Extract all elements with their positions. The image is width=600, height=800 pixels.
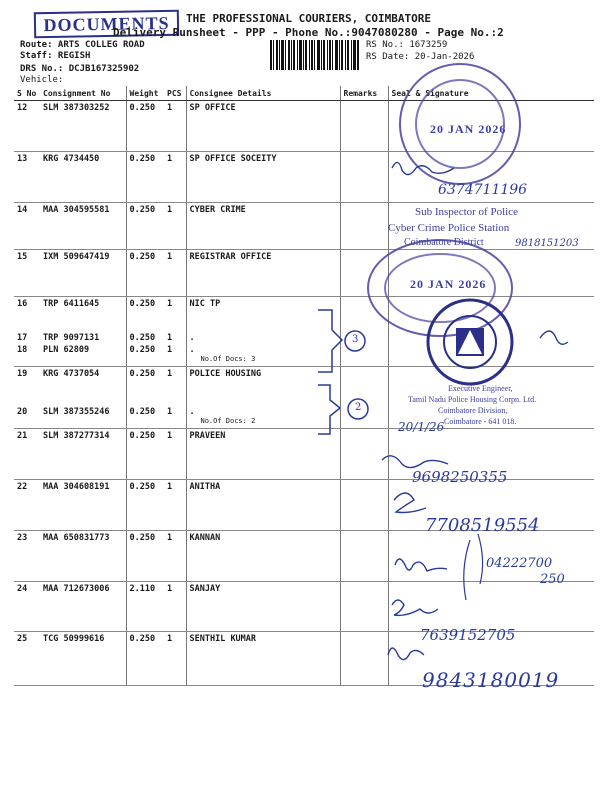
cell-sno: 12 <box>14 101 40 152</box>
nic-seal <box>428 300 512 384</box>
cell-weight: 0.250 <box>126 632 164 686</box>
cell-consignee: SENTHIL KUMAR <box>186 632 340 686</box>
cyber-stamp-line2: Cyber Crime Police Station <box>388 222 510 234</box>
cell-pcs: 1 <box>164 297 186 333</box>
cell-consignment: SLM 387303252 <box>40 101 126 152</box>
cell-consignee: SANJAY <box>186 582 340 632</box>
cell-pcs: 1 <box>164 333 186 345</box>
cell-weight: 0.250 <box>126 531 164 582</box>
cell-pcs: 1 <box>164 429 186 480</box>
cell-pcs: 1 <box>164 407 186 429</box>
consignee-text: . <box>189 344 195 355</box>
col-details: Consignee Details <box>186 86 340 101</box>
cell-sno: 25 <box>14 632 40 686</box>
cell-consignment: TRP 6411645 <box>40 297 126 333</box>
handwritten-phone-25: 9843180019 <box>422 668 560 692</box>
cell-consignee: SP OFFICE <box>186 101 340 152</box>
cell-consignment: PLN 62809 <box>40 345 126 367</box>
cell-consignment: TRP 9097131 <box>40 333 126 345</box>
runsheet-title: Delivery Runsheet - PPP - Phone No.:9047080280 - Page No.:2 <box>113 26 504 39</box>
route-label: Route: ARTS COLLEG ROAD <box>20 40 145 50</box>
cell-consignee: POLICE HOUSING <box>186 367 340 407</box>
cell-pcs: 1 <box>164 101 186 152</box>
cell-weight: 0.250 <box>126 203 164 250</box>
cell-sno: 16 <box>17 299 28 309</box>
cell-pcs: 1 <box>164 480 186 531</box>
cell-sno: 23 <box>14 531 40 582</box>
cell-pcs: 1 <box>164 203 186 250</box>
housing-stamp-line4: Coimbatore - 641 018. <box>444 417 517 426</box>
cell-consignee: . <box>186 333 340 345</box>
handwritten-phone-24: 7639152705 <box>420 626 516 644</box>
handwritten-phone-13: 6374711196 <box>438 182 528 198</box>
cell-weight: 0.250 <box>126 480 164 531</box>
rs-number: RS No.: 1673259 <box>366 40 448 50</box>
cell-weight: 0.250 <box>126 345 164 367</box>
col-remarks: Remarks <box>340 86 388 101</box>
cell-consignee: KANNAN <box>186 531 340 582</box>
handwritten-phone-22: 7708519554 <box>425 515 540 536</box>
cell-pcs: 1 <box>164 250 186 297</box>
circled-number-1: 3 <box>352 334 359 345</box>
cell-sno: 14 <box>14 203 40 250</box>
col-weight: Weight <box>126 86 164 101</box>
cell-sno: 20 <box>14 407 40 429</box>
cell-weight: 0.250 <box>129 369 156 379</box>
cell-consignment: SLM 387277314 <box>40 429 126 480</box>
cyber-stamp-line3: Coimbatore District <box>404 237 484 248</box>
cell-sno: 24 <box>14 582 40 632</box>
cell-consignee: SP OFFICE SOCEITY <box>186 152 340 203</box>
vehicle-label: Vehicle: <box>20 75 64 85</box>
cell-sno: 13 <box>14 152 40 203</box>
cell-consignment: MAA 304595581 <box>40 203 126 250</box>
company-name: THE PROFESSIONAL COURIERS, COIMBATORE <box>186 12 432 25</box>
rs-date: RS Date: 20-Jan-2026 <box>366 52 475 62</box>
handwritten-number-23: 04222700 <box>486 556 553 571</box>
staff-label: Staff: REGISH <box>20 51 91 61</box>
drs-number: DRS No.: DCJB167325902 <box>20 64 140 74</box>
cell-weight: 0.250 <box>126 407 164 429</box>
housing-stamp-line2: Tamil Nadu Police Housing Corpn. Ltd. <box>408 395 537 404</box>
cyber-stamp-line1: Sub Inspector of Police <box>415 206 518 218</box>
cell-consignment: MAA 650831773 <box>40 531 126 582</box>
cell-sno: 19 <box>17 369 28 379</box>
circled-number-2: 2 <box>355 402 362 413</box>
col-seal: Seal & Signature <box>388 86 594 101</box>
doc-count: No.Of Docs: 2 <box>200 416 256 425</box>
cell-consignment: TCG 50999616 <box>40 632 126 686</box>
cell-weight: 2.110 <box>126 582 164 632</box>
handwritten-phone-15: 9818151203 <box>515 238 579 249</box>
handwritten-date-20: 20/1/26 <box>398 420 445 434</box>
cell-weight: 0.250 <box>129 332 156 343</box>
housing-stamp-line3: Coimbatore Division, <box>438 406 508 415</box>
date-stamp-2: 20 JAN 2026 <box>410 277 487 291</box>
cell-consignment: KRG 4734450 <box>40 152 126 203</box>
cell-pcs: 1 <box>164 531 186 582</box>
col-pcs: PCS <box>164 86 186 101</box>
cell-sno: 22 <box>14 480 40 531</box>
consignee-text: . <box>189 406 195 417</box>
cell-sno: 15 <box>14 250 40 297</box>
cell-weight: 0.250 <box>126 152 164 203</box>
col-consignment: Consignment No <box>40 86 126 101</box>
cell-weight: 0.250 <box>126 429 164 480</box>
cell-consignment: SLM 387355246 <box>40 407 126 429</box>
cell-sno: 21 <box>14 429 40 480</box>
cell-weight: 0.250 <box>126 101 164 152</box>
cell-consignment: MAA 304608191 <box>40 480 126 531</box>
handwritten-number-23b: 250 <box>540 572 565 587</box>
date-stamp-1: 20 JAN 2026 <box>430 122 507 136</box>
cell-weight: 0.250 <box>129 299 156 309</box>
cell-sno: 17 <box>17 332 28 343</box>
cell-sno: 18 <box>14 345 40 367</box>
handwritten-lines <box>464 534 483 600</box>
cell-consignee: REGISTRAR OFFICE <box>186 250 340 297</box>
cell-pcs: 1 <box>164 632 186 686</box>
cell-weight: 0.250 <box>126 250 164 297</box>
cell-consignee: PRAVEEN <box>186 429 340 480</box>
cell-consignment: MAA 712673006 <box>40 582 126 632</box>
cell-consignment: KRG 4737054 <box>40 367 126 407</box>
cell-consignee: ANITHA <box>186 480 340 531</box>
col-sno: S No <box>14 86 40 101</box>
cell-pcs: 1 <box>164 367 186 407</box>
cell-pcs: 1 <box>164 152 186 203</box>
cell-pcs: 1 <box>164 345 186 367</box>
documents-stamp: DOCUMENTS <box>34 10 179 39</box>
cell-pcs: 1 <box>164 582 186 632</box>
cell-consignment: IXM 509647419 <box>40 250 126 297</box>
cell-consignee: CYBER CRIME <box>186 203 340 250</box>
cell-consignee: NIC TP <box>186 297 340 333</box>
handwritten-phone-21: 9698250355 <box>412 468 508 486</box>
housing-stamp-line1: Executive Engineer, <box>448 384 513 393</box>
doc-count: No.Of Docs: 3 <box>200 354 256 363</box>
